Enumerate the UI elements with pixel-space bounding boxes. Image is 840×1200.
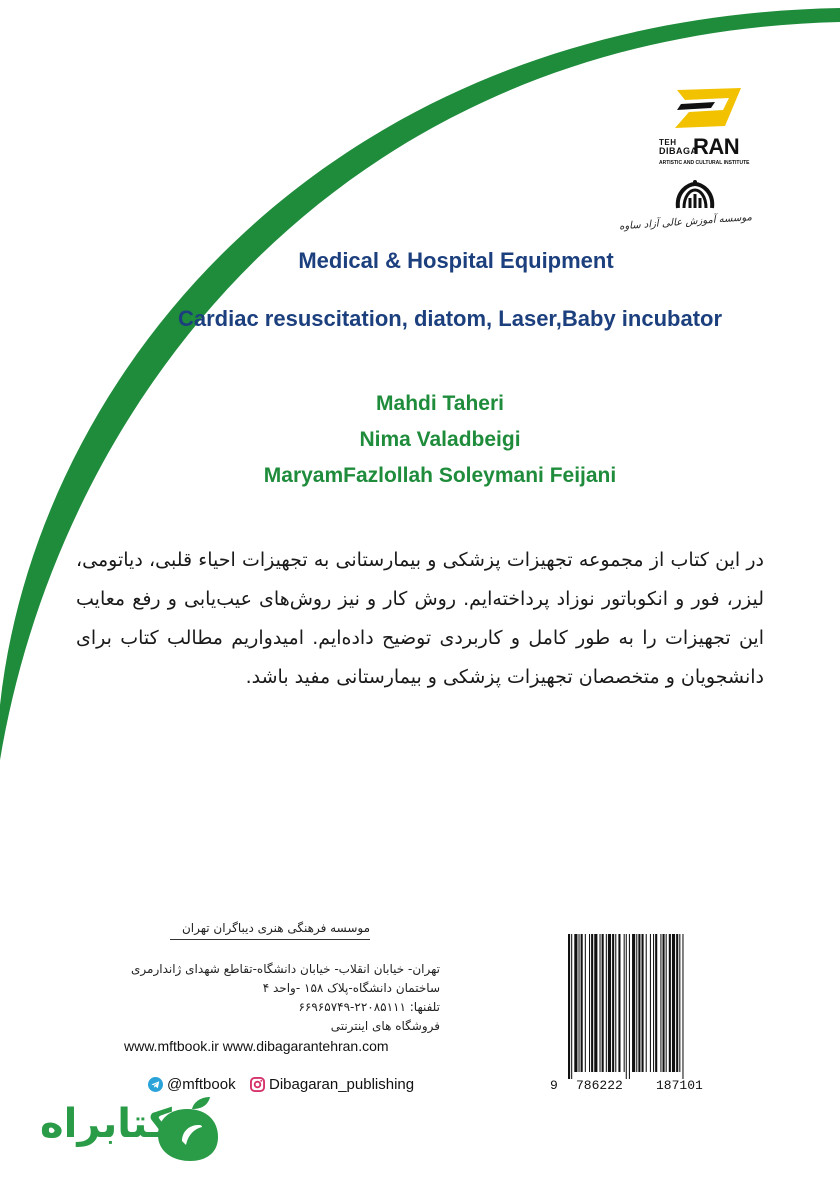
author-3: MaryamFazlollah Soleymani Feijani [263,464,617,487]
dibagaran-logo [655,82,750,177]
book-subtitle: Cardiac resuscitation, diatom, Laser,Baby incubator [177,306,723,331]
address-line-1: تهران- خیابان انقلاب- خیابان دانشگاه-تقاطع شهدای ژاندارمری [131,962,440,976]
ketabrah-watermark [40,1095,220,1165]
telegram-handle[interactable] [148,1076,236,1093]
calligraphy-logo-icon [640,178,750,218]
logo-teh: TEH [659,138,677,147]
logo-ran: RAN [693,134,740,159]
barcode-digit-lead: 9 [550,1078,558,1093]
online-stores-label: فروشگاه های اینترنتی [330,1019,440,1033]
instagram-handle[interactable] [250,1076,414,1093]
book-description: در این کتاب از مجموعه تجهیزات پزشکی و بیمارستانی به تجهیزات احیاء قلبی، دیاتومی، لیزر، فور و انکوباتور نوزاد پرداخته‌ایم. روش کار و نیز روش‌های عیب‌یابی و رفع معایب این تجهیزات را به طور کامل و کاربردی توضیح داده‌ایم. امیدواریم مطالب کتاب برای دانشجویان و متخصصان تجهیزات پزشکی و بیمارستانی مفید باشد. [76,549,764,688]
barcode-digits-left: 786222 [576,1078,623,1093]
ketabrah-text: کتابراه [40,1101,172,1147]
website-links[interactable]: www.mftbook.ir www.dibagarantehran.com [124,1038,389,1054]
instagram-handle-text: Dibagaran_publishing [269,1076,415,1093]
barcode-bars [566,934,730,1079]
telegram-handle-text: @mftbook [167,1076,236,1093]
isbn-barcode [550,934,730,1104]
book-title: Medical & Hospital Equipment [298,248,614,273]
logo-dibaga: DIBAGA [659,146,698,156]
institute-logo [618,178,753,250]
dibagaran-emblem-icon [655,82,745,132]
institute-caption: موسسه آموزش عالی آزاد ساوه [618,212,753,233]
telegram-icon [148,1077,163,1092]
barcode-digits-right: 187101 [656,1078,703,1093]
address-line-2: ساختمان دانشگاه-پلاک ۱۵۸ -واحد ۴ [262,981,440,995]
phone-line: تلفنها: ۲۲۰۸۵۱۱۱-۶۶۹۶۵۷۴۹ [298,1000,440,1014]
author-2: Nima Valadbeigi [359,428,521,451]
author-1: Mahdi Taheri [376,392,504,415]
logo-tagline: ARTISTIC AND CULTURAL INSTITUTE [659,160,750,166]
publisher-name: موسسه فرهنگی هنری دیباگران تهران [170,921,370,940]
instagram-icon [250,1077,265,1092]
